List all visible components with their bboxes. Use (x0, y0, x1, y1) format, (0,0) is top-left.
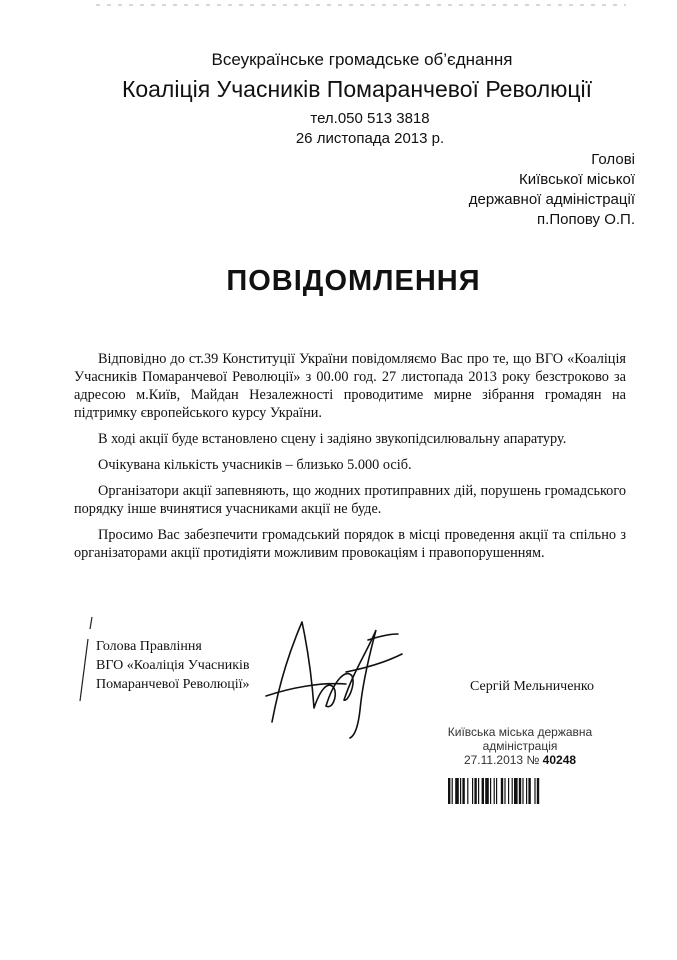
body-paragraph: Відповідно до ст.39 Конституції України повідомляємо Вас про те, що ВГО «Коаліція Учасників Помаранчевої Революції» з 00.00 год. 27 листопада 2013 року безстроково за адресою м.Київ, Майдан Незалежності проводитиме мирне зібрання громадян на підтримку європейського курсу України. (74, 351, 626, 421)
body-paragraph: Очікувана кількість учасників – близько 5.000 осіб. (98, 457, 412, 473)
addressee-line: державної адміністрації (468, 191, 635, 208)
stamp-line: Київська міська державна (447, 725, 593, 739)
addressee-line: Голові (591, 151, 635, 168)
signer-name: Сергій Мельниченко (470, 679, 595, 694)
stamp-date: 27.11.2013 (463, 753, 524, 767)
document-title: ПОВІДОМЛЕННЯ (226, 265, 481, 297)
body-paragraph: Просимо Вас забезпечити громадський порядок в місці проведення акції та спільно з організаторами акції протидіяти можливим провокаціям і правопорушенням. (74, 527, 626, 561)
org-phone: тел.050 513 3818 (310, 110, 430, 127)
addressee-line: п.Попову О.П. (537, 211, 635, 228)
org-type: Всеукраїнське громадське об’єднання (211, 50, 513, 69)
handwritten-signature (250, 610, 410, 740)
scan-noise (96, 4, 626, 6)
addressee-line: Київської міської (518, 171, 635, 188)
letter-body (74, 350, 626, 570)
org-name: Коаліція Учасників Помаранчевої Революції (121, 76, 593, 102)
registration-stamp (440, 725, 600, 767)
stamp-number-sign: № (526, 753, 540, 767)
barcode (448, 778, 618, 804)
stamp-reg-line (440, 753, 600, 767)
letter-date: 26 листопада 2013 р. (295, 130, 445, 147)
signature-title-block (96, 637, 250, 694)
stamp-line: адміністрація (482, 739, 558, 753)
body-paragraph: Організатори акції запевняють, що жодних протиправних дій, порушень громадського порядку інше вчинятися учасниками акції не буде. (74, 483, 626, 517)
body-paragraph: В ході акції буде встановлено сцену і задіяно звукопідсилювальну апаратуру. (98, 431, 567, 447)
addressee-block (469, 150, 635, 230)
signer-position: Голова Правління (96, 639, 202, 654)
signer-org: Помаранчевої Революції» (96, 677, 250, 692)
signer-org: ВГО «Коаліція Учасників (96, 658, 250, 673)
stamp-number: 40248 (542, 753, 577, 767)
